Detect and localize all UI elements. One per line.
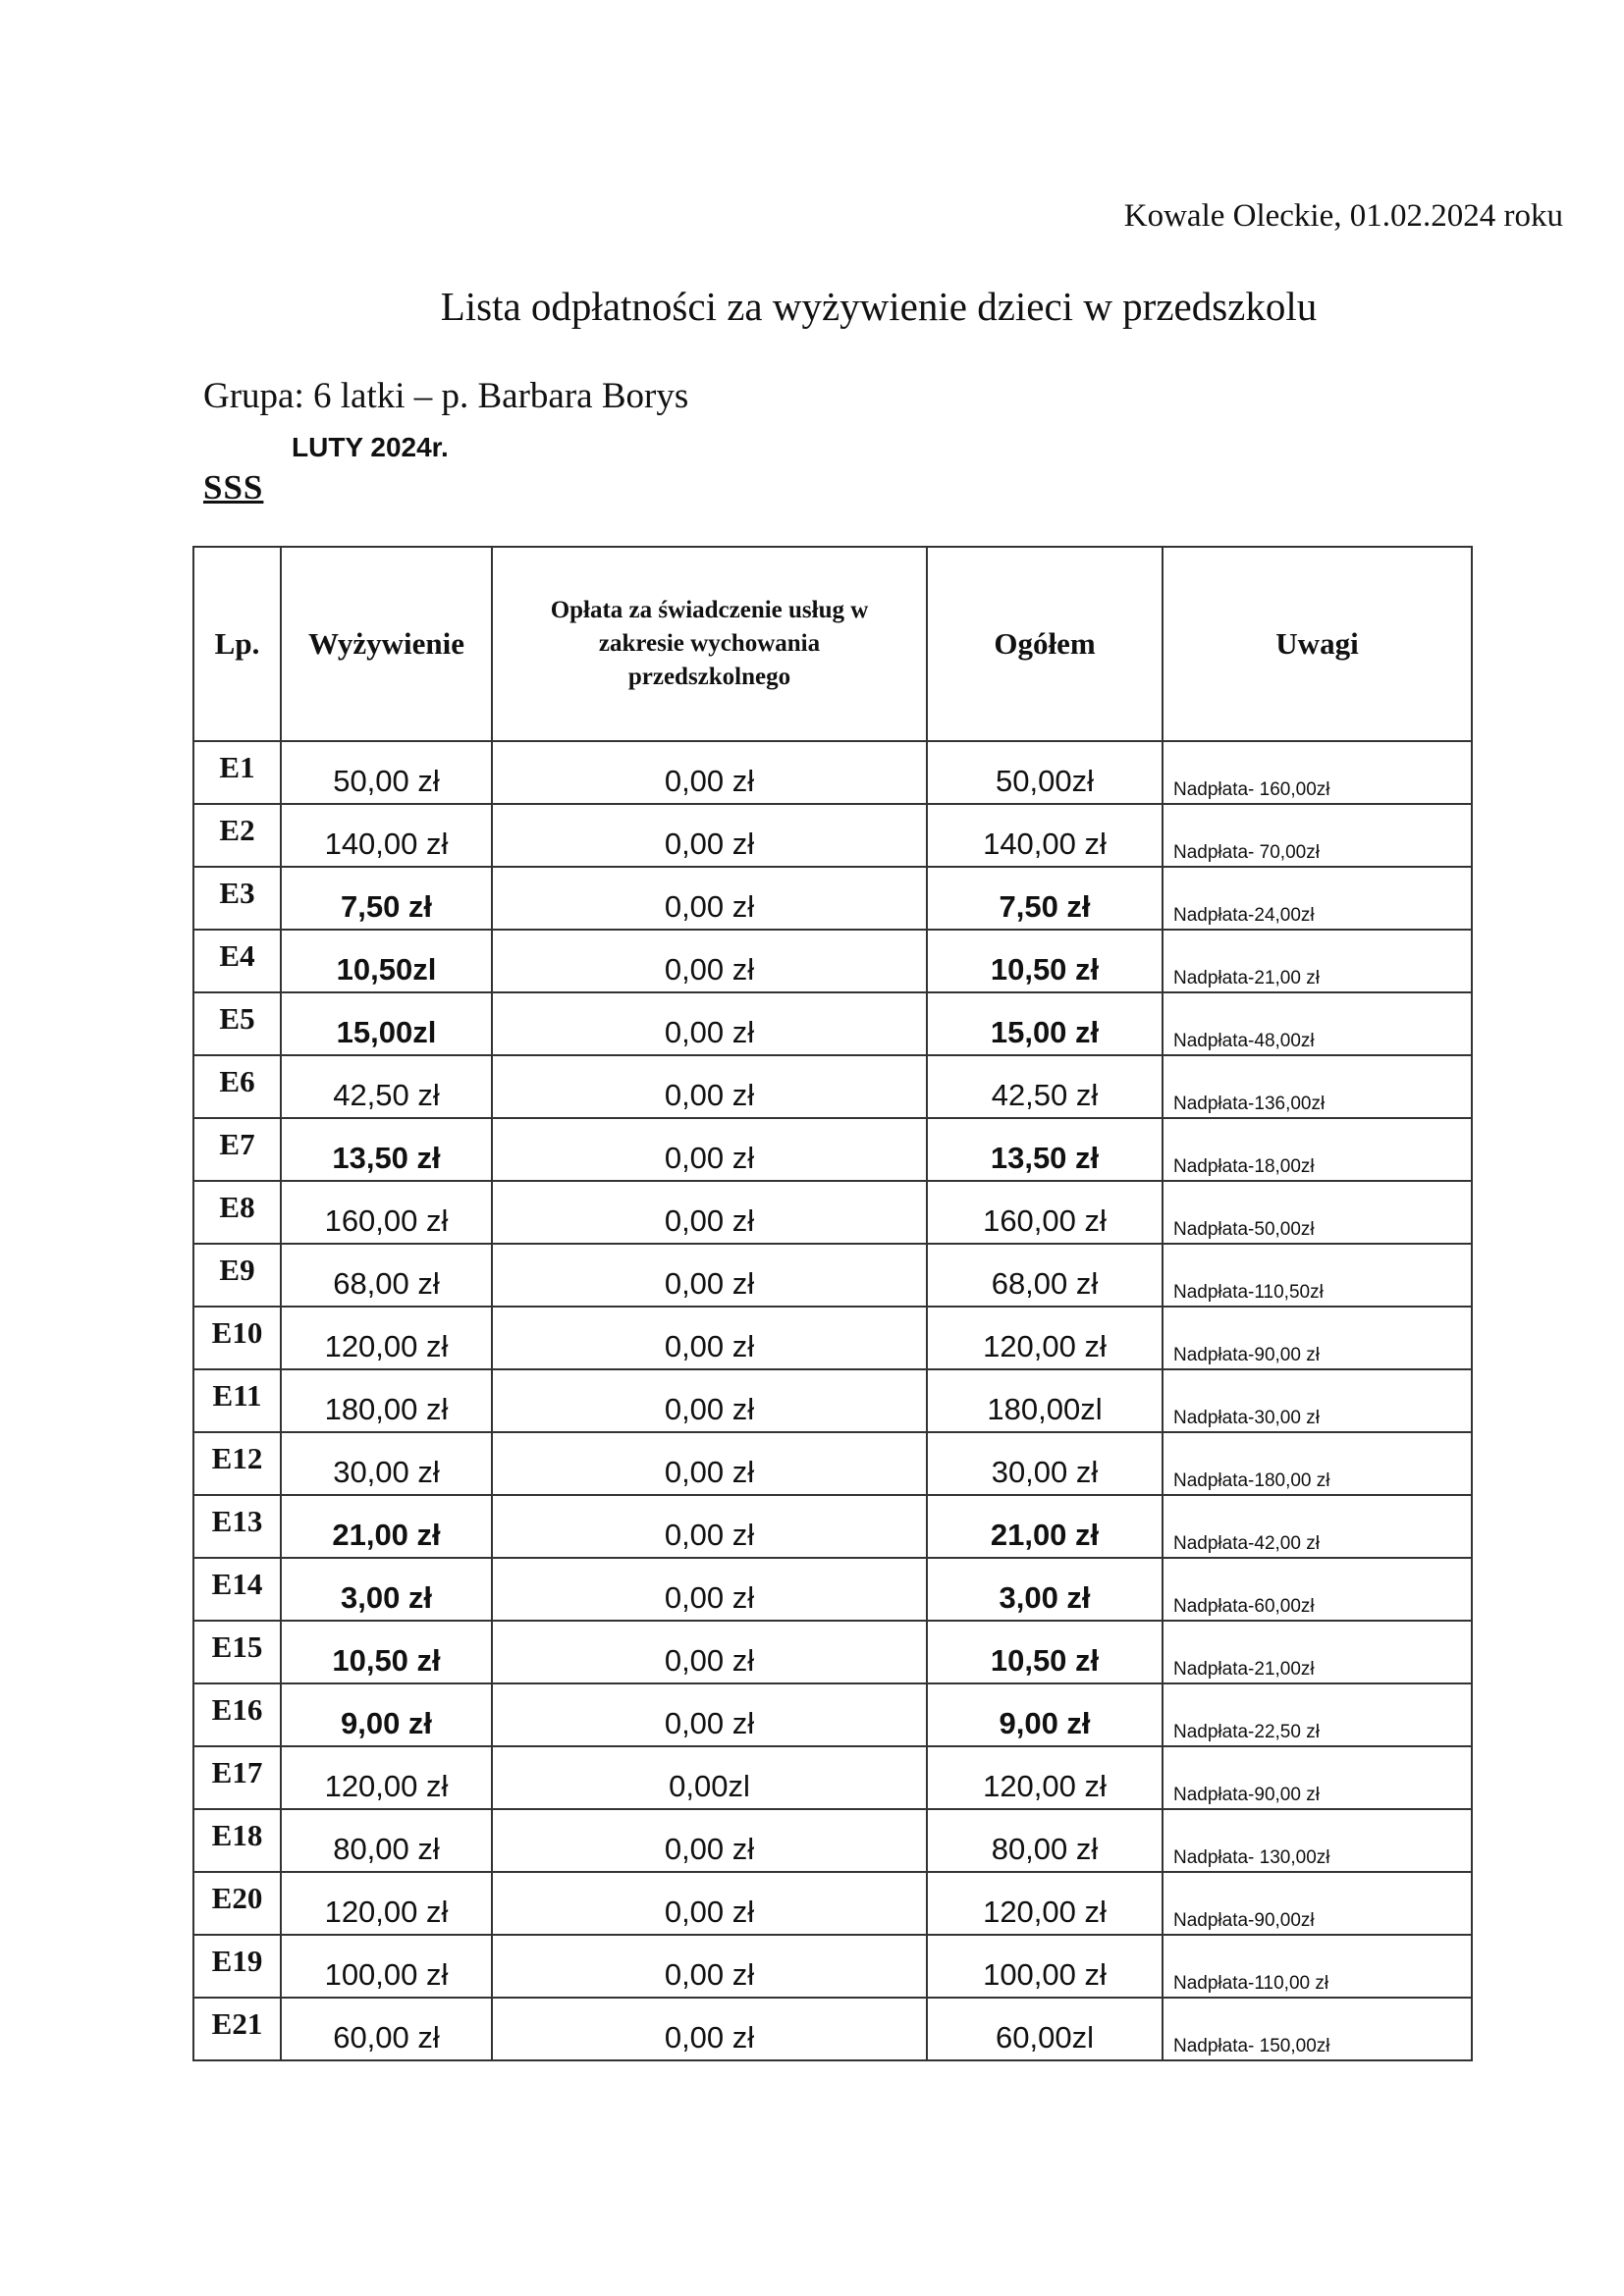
cell-lp xyxy=(193,1181,281,1244)
table-row xyxy=(193,867,1472,930)
table-row xyxy=(193,804,1472,867)
row-id: E2 xyxy=(219,813,255,847)
cell-food xyxy=(281,804,492,867)
total-amount: 120,00 zł xyxy=(983,1329,1107,1363)
cell-fee xyxy=(492,1809,927,1872)
cell-food xyxy=(281,741,492,804)
table-row xyxy=(193,1558,1472,1621)
table-row xyxy=(193,1746,1472,1809)
cell-lp xyxy=(193,1432,281,1495)
total-amount: 42,50 zł xyxy=(991,1078,1099,1112)
cell-fee xyxy=(492,1872,927,1935)
cell-lp xyxy=(193,741,281,804)
cell-food xyxy=(281,930,492,992)
group-code: SSS xyxy=(203,468,264,507)
cell-fee xyxy=(492,1181,927,1244)
cell-food xyxy=(281,1558,492,1621)
cell-fee xyxy=(492,1369,927,1432)
fee-amount: 0,00 zł xyxy=(664,1203,755,1238)
total-amount: 10,50 zł xyxy=(990,952,1100,987)
food-amount: 140,00 zł xyxy=(324,827,449,861)
cell-food xyxy=(281,1683,492,1746)
table-row xyxy=(193,741,1472,804)
cell-total xyxy=(927,867,1163,930)
table-row xyxy=(193,992,1472,1055)
cell-lp xyxy=(193,1683,281,1746)
cell-notes xyxy=(1163,1683,1472,1746)
cell-total xyxy=(927,1432,1163,1495)
total-amount: 80,00 zł xyxy=(991,1832,1099,1866)
row-id: E11 xyxy=(212,1378,262,1413)
table-row xyxy=(193,1621,1472,1683)
column-header-fee: Opłata za świadczenie usług w zakresie wychowania przedszkolnego xyxy=(492,547,927,741)
row-id: E20 xyxy=(211,1881,263,1915)
table-row xyxy=(193,1872,1472,1935)
month-label: LUTY 2024r. xyxy=(292,432,449,462)
fee-amount: 0,00 zł xyxy=(664,2020,755,2055)
table-row xyxy=(193,1935,1472,1998)
cell-food xyxy=(281,1307,492,1369)
cell-total xyxy=(927,1998,1163,2060)
cell-lp xyxy=(193,1307,281,1369)
row-id: E15 xyxy=(211,1629,263,1664)
overpayment-note: Nadpłata-22,50 zł xyxy=(1173,1722,1320,1742)
overpayment-note: Nadpłata-48,00zł xyxy=(1173,1031,1315,1051)
food-amount: 21,00 zł xyxy=(332,1518,441,1552)
fee-amount: 0,00 zł xyxy=(664,1455,755,1489)
overpayment-note: Nadpłata- 150,00zł xyxy=(1173,2036,1330,2056)
cell-notes xyxy=(1163,1244,1472,1307)
cell-lp xyxy=(193,1621,281,1683)
total-amount: 10,50 zł xyxy=(990,1643,1100,1678)
food-amount: 10,50 zł xyxy=(332,1643,441,1678)
table-row xyxy=(193,1055,1472,1118)
food-amount: 9,00 zł xyxy=(340,1706,433,1740)
cell-notes xyxy=(1163,1558,1472,1621)
document-title: Lista odpłatności za wyżywienie dzieci w przedszkolu xyxy=(440,284,1318,329)
cell-notes xyxy=(1163,867,1472,930)
row-id: E21 xyxy=(211,2006,263,2041)
total-amount: 3,00 zł xyxy=(999,1580,1091,1615)
food-amount: 7,50 zł xyxy=(340,889,433,924)
table-row xyxy=(193,1307,1472,1369)
cell-total xyxy=(927,1558,1163,1621)
table-row xyxy=(193,1683,1472,1746)
cell-lp xyxy=(193,1935,281,1998)
cell-notes xyxy=(1163,1432,1472,1495)
cell-total xyxy=(927,930,1163,992)
cell-lp xyxy=(193,1746,281,1809)
cell-lp xyxy=(193,1055,281,1118)
cell-total xyxy=(927,1935,1163,1998)
cell-fee xyxy=(492,1244,927,1307)
row-id: E14 xyxy=(211,1567,263,1601)
row-id: E1 xyxy=(219,750,255,784)
fee-amount: 0,00 zł xyxy=(664,1580,755,1615)
table-header-row xyxy=(193,547,1472,741)
fee-amount: 0,00 zł xyxy=(664,1895,755,1929)
cell-total xyxy=(927,1118,1163,1181)
cell-notes xyxy=(1163,992,1472,1055)
fee-amount: 0,00 zł xyxy=(664,1832,755,1866)
table-row xyxy=(193,1181,1472,1244)
total-amount: 68,00 zł xyxy=(991,1266,1099,1301)
row-id: E13 xyxy=(211,1504,263,1538)
fee-amount: 0,00 zł xyxy=(664,1015,755,1049)
overpayment-note: Nadpłata-136,00zł xyxy=(1173,1094,1326,1114)
row-id: E19 xyxy=(211,1944,263,1978)
food-amount: 160,00 zł xyxy=(324,1203,449,1238)
table-row xyxy=(193,1244,1472,1307)
overpayment-note: Nadpłata-30,00 zł xyxy=(1173,1408,1320,1428)
cell-food xyxy=(281,1055,492,1118)
food-amount: 3,00 zł xyxy=(340,1580,433,1615)
cell-food xyxy=(281,1746,492,1809)
cell-total xyxy=(927,804,1163,867)
food-amount: 120,00 zł xyxy=(324,1329,449,1363)
fee-amount: 0,00zl xyxy=(669,1769,750,1803)
row-id: E4 xyxy=(219,938,255,973)
cell-notes xyxy=(1163,1621,1472,1683)
overpayment-note: Nadpłata- 160,00zł xyxy=(1173,779,1330,800)
fee-amount: 0,00 zł xyxy=(664,1141,755,1175)
fee-amount: 0,00 zł xyxy=(664,1518,755,1552)
cell-notes xyxy=(1163,1935,1472,1998)
fee-amount: 0,00 zł xyxy=(664,1078,755,1112)
cell-fee xyxy=(492,1683,927,1746)
food-amount: 68,00 zł xyxy=(333,1266,440,1301)
row-id: E3 xyxy=(219,876,255,910)
cell-fee xyxy=(492,930,927,992)
food-amount: 100,00 zł xyxy=(324,1957,449,1992)
cell-notes xyxy=(1163,741,1472,804)
row-id: E7 xyxy=(219,1127,255,1161)
food-amount: 80,00 zł xyxy=(333,1832,440,1866)
overpayment-note: Nadpłata-90,00zł xyxy=(1173,1910,1315,1931)
cell-fee xyxy=(492,1432,927,1495)
overpayment-note: Nadpłata- 130,00zł xyxy=(1173,1847,1330,1868)
overpayment-note: Nadpłata-180,00 zł xyxy=(1173,1470,1330,1491)
cell-lp xyxy=(193,804,281,867)
cell-total xyxy=(927,1872,1163,1935)
cell-notes xyxy=(1163,930,1472,992)
cell-lp xyxy=(193,992,281,1055)
overpayment-note: Nadpłata-90,00 zł xyxy=(1173,1345,1320,1365)
total-amount: 30,00 zł xyxy=(991,1455,1099,1489)
table-row xyxy=(193,1998,1472,2060)
cell-food xyxy=(281,1181,492,1244)
cell-fee xyxy=(492,1746,927,1809)
total-amount: 50,00zł xyxy=(996,764,1094,798)
table-row xyxy=(193,930,1472,992)
food-amount: 42,50 zł xyxy=(333,1078,440,1112)
table-row xyxy=(193,1369,1472,1432)
total-amount: 15,00 zł xyxy=(990,1015,1100,1049)
row-id: E10 xyxy=(211,1315,263,1350)
cell-lp xyxy=(193,1244,281,1307)
table-body xyxy=(193,741,1472,2060)
total-amount: 180,00zl xyxy=(987,1392,1103,1426)
cell-total xyxy=(927,741,1163,804)
fee-amount: 0,00 zł xyxy=(664,889,755,924)
total-amount: 60,00zl xyxy=(996,2020,1094,2055)
cell-food xyxy=(281,1872,492,1935)
cell-lp xyxy=(193,1998,281,2060)
fee-amount: 0,00 zł xyxy=(664,952,755,987)
cell-lp xyxy=(193,1872,281,1935)
cell-lp xyxy=(193,1118,281,1181)
table-row xyxy=(193,1118,1472,1181)
overpayment-note: Nadpłata-42,00 zł xyxy=(1173,1533,1320,1554)
fee-amount: 0,00 zł xyxy=(664,1392,755,1426)
row-id: E12 xyxy=(211,1441,263,1475)
row-id: E16 xyxy=(211,1692,263,1727)
row-id: E9 xyxy=(219,1253,255,1287)
cell-food xyxy=(281,1495,492,1558)
overpayment-note: Nadpłata-110,50zł xyxy=(1173,1282,1324,1303)
table-row xyxy=(193,1432,1472,1495)
cell-lp xyxy=(193,1495,281,1558)
cell-notes xyxy=(1163,1307,1472,1369)
table-row xyxy=(193,1809,1472,1872)
cell-food xyxy=(281,1998,492,2060)
food-amount: 120,00 zł xyxy=(324,1895,449,1929)
overpayment-note: Nadpłata-24,00zł xyxy=(1173,905,1315,926)
fee-amount: 0,00 zł xyxy=(664,827,755,861)
food-amount: 13,50 zł xyxy=(332,1141,441,1175)
food-amount: 10,50zl xyxy=(336,952,437,987)
cell-fee xyxy=(492,1998,927,2060)
fee-amount: 0,00 zł xyxy=(664,1329,755,1363)
cell-lp xyxy=(193,930,281,992)
cell-notes xyxy=(1163,1809,1472,1872)
food-amount: 50,00 zł xyxy=(333,764,440,798)
overpayment-note: Nadpłata-110,00 zł xyxy=(1173,1973,1329,1994)
overpayment-note: Nadpłata-21,00zł xyxy=(1173,1659,1315,1680)
cell-total xyxy=(927,1809,1163,1872)
row-id: E5 xyxy=(219,1001,255,1036)
cell-fee xyxy=(492,1055,927,1118)
cell-notes xyxy=(1163,804,1472,867)
food-amount: 180,00 zł xyxy=(324,1392,449,1426)
fee-amount: 0,00 zł xyxy=(664,1266,755,1301)
cell-notes xyxy=(1163,1746,1472,1809)
cell-total xyxy=(927,1746,1163,1809)
cell-notes xyxy=(1163,1998,1472,2060)
cell-notes xyxy=(1163,1181,1472,1244)
total-amount: 21,00 zł xyxy=(990,1518,1100,1552)
total-amount: 9,00 zł xyxy=(999,1706,1091,1740)
table-row xyxy=(193,1495,1472,1558)
group-label: Grupa: 6 latki – p. Barbara Borys xyxy=(203,376,689,416)
row-id: E17 xyxy=(211,1755,263,1789)
overpayment-note: Nadpłata-60,00zł xyxy=(1173,1596,1315,1617)
cell-total xyxy=(927,992,1163,1055)
overpayment-note: Nadpłata-90,00 zł xyxy=(1173,1785,1320,1805)
food-amount: 120,00 zł xyxy=(324,1769,449,1803)
total-amount: 100,00 zł xyxy=(983,1957,1107,1992)
total-amount: 120,00 zł xyxy=(983,1895,1107,1929)
fee-amount: 0,00 zł xyxy=(664,1957,755,1992)
cell-total xyxy=(927,1307,1163,1369)
cell-fee xyxy=(492,992,927,1055)
food-amount: 15,00zl xyxy=(336,1015,437,1049)
cell-total xyxy=(927,1369,1163,1432)
cell-food xyxy=(281,1621,492,1683)
overpayment-note: Nadpłata-50,00zł xyxy=(1173,1219,1315,1240)
column-header-food: Wyżywienie xyxy=(281,547,492,741)
total-amount: 140,00 zł xyxy=(983,827,1107,861)
fee-amount: 0,00 zł xyxy=(664,1706,755,1740)
cell-food xyxy=(281,1935,492,1998)
cell-total xyxy=(927,1244,1163,1307)
cell-lp xyxy=(193,867,281,930)
food-amount: 60,00 zł xyxy=(333,2020,440,2055)
cell-food xyxy=(281,1118,492,1181)
total-amount: 13,50 zł xyxy=(990,1141,1100,1175)
row-id: E8 xyxy=(219,1190,255,1224)
cell-food xyxy=(281,867,492,930)
place-date: Kowale Oleckie, 01.02.2024 roku xyxy=(1123,198,1563,234)
cell-total xyxy=(927,1181,1163,1244)
cell-notes xyxy=(1163,1872,1472,1935)
cell-food xyxy=(281,1369,492,1432)
cell-food xyxy=(281,1809,492,1872)
fees-table xyxy=(192,546,1473,2061)
fee-amount: 0,00 zł xyxy=(664,764,755,798)
cell-total xyxy=(927,1621,1163,1683)
cell-notes xyxy=(1163,1495,1472,1558)
cell-fee xyxy=(492,1118,927,1181)
cell-notes xyxy=(1163,1055,1472,1118)
cell-food xyxy=(281,1244,492,1307)
cell-fee xyxy=(492,1558,927,1621)
cell-lp xyxy=(193,1558,281,1621)
total-amount: 7,50 zł xyxy=(999,889,1091,924)
cell-fee xyxy=(492,1495,927,1558)
cell-food xyxy=(281,1432,492,1495)
cell-fee xyxy=(492,804,927,867)
overpayment-note: Nadpłata-18,00zł xyxy=(1173,1156,1315,1177)
row-id: E6 xyxy=(219,1064,255,1098)
cell-food xyxy=(281,992,492,1055)
total-amount: 160,00 zł xyxy=(983,1203,1107,1238)
row-id: E18 xyxy=(211,1818,263,1852)
cell-lp xyxy=(193,1809,281,1872)
cell-fee xyxy=(492,1307,927,1369)
cell-notes xyxy=(1163,1118,1472,1181)
cell-notes xyxy=(1163,1369,1472,1432)
column-header-total: Ogółem xyxy=(927,547,1163,741)
cell-total xyxy=(927,1495,1163,1558)
column-header-notes: Uwagi xyxy=(1163,547,1472,741)
cell-fee xyxy=(492,867,927,930)
cell-lp xyxy=(193,1369,281,1432)
column-header-lp: Lp. xyxy=(193,547,281,741)
overpayment-note: Nadpłata- 70,00zł xyxy=(1173,842,1320,863)
cell-fee xyxy=(492,1935,927,1998)
fee-amount: 0,00 zł xyxy=(664,1643,755,1678)
cell-fee xyxy=(492,741,927,804)
cell-total xyxy=(927,1683,1163,1746)
food-amount: 30,00 zł xyxy=(333,1455,440,1489)
total-amount: 120,00 zł xyxy=(983,1769,1107,1803)
overpayment-note: Nadpłata-21,00 zł xyxy=(1173,968,1320,988)
cell-fee xyxy=(492,1621,927,1683)
cell-total xyxy=(927,1055,1163,1118)
